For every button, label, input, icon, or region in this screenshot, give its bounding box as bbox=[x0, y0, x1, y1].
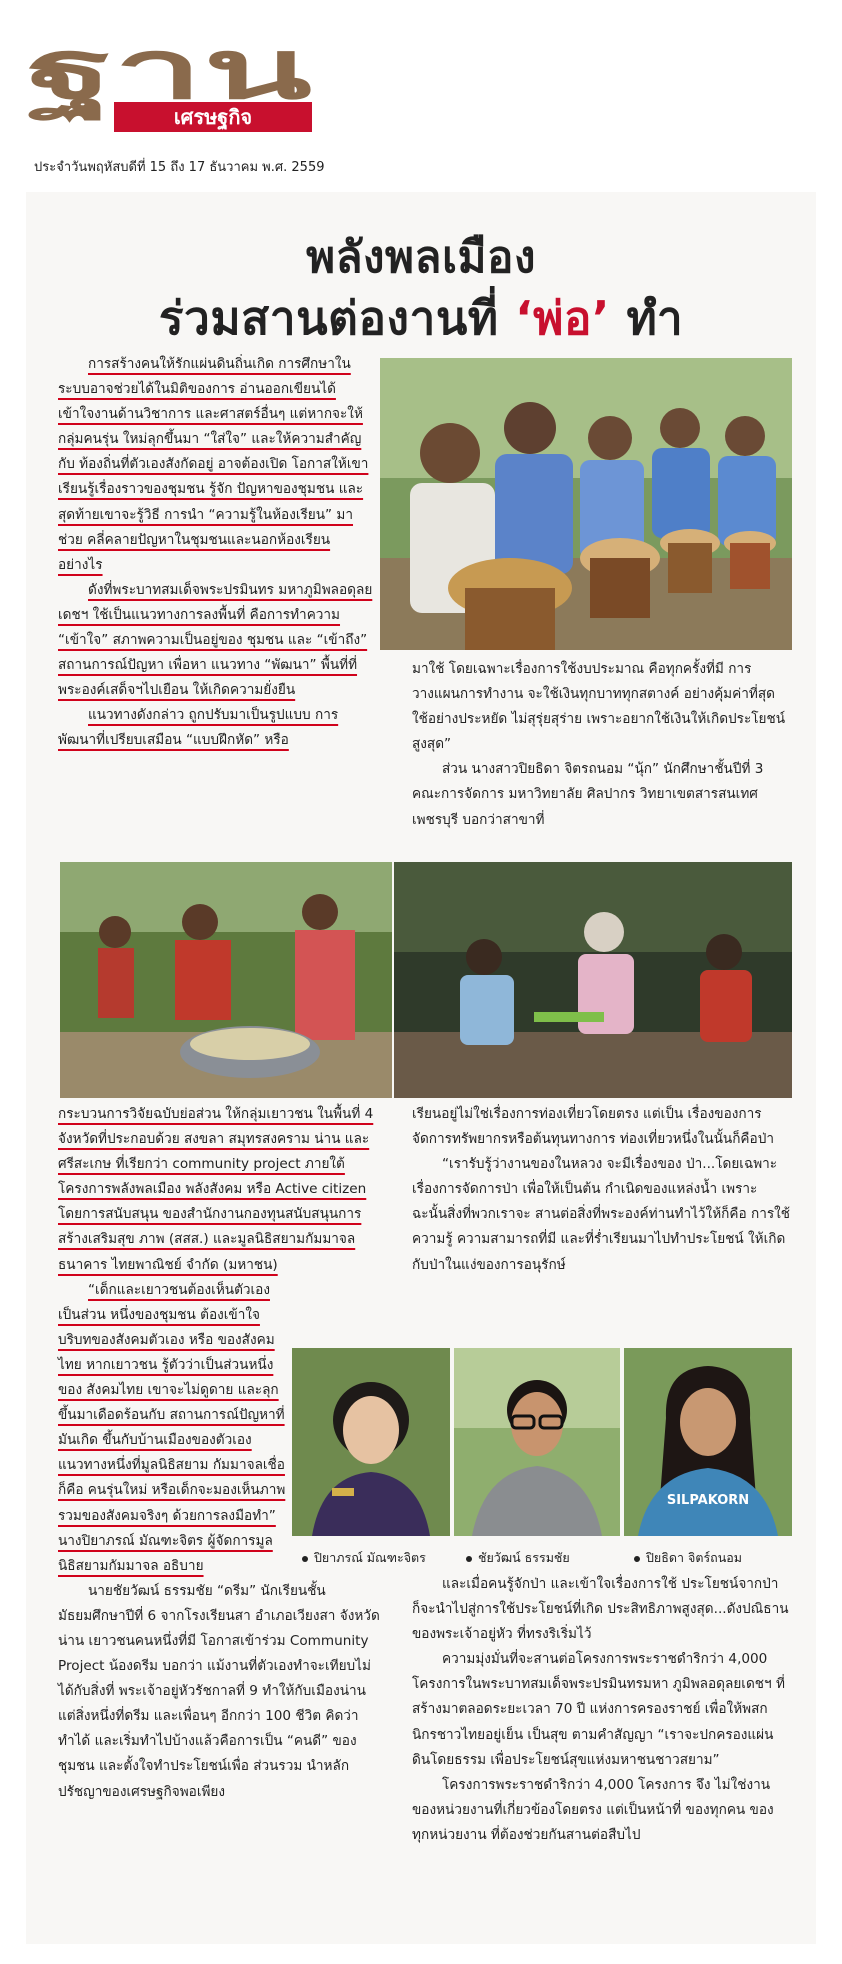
shirt-text: SILPAKORN bbox=[666, 1493, 750, 1508]
headline-line-2-post: ทำ bbox=[626, 291, 684, 345]
paragraph-king-approach: ดังที่พระบาทสมเด็จพระปรมินทร มหาภูมิพลอดุลยเดชฯ ใช้เป็นแนวทางการลงพื้นที่ คือการทำความ “เข้าใจ” สภาพความเป็นอยู่ของ ชุมชน และ “เข้าถึง” สถานการณ์ปัญหา เพื่อหา แนวทาง “พัฒนา” พื้นที่ที่พระองค์เสด็จฯไปเยือน ให้เกิดความยั่งยืน bbox=[58, 581, 373, 699]
caption-text: ชัยวัฒน์ ธรรมชัย bbox=[478, 1550, 570, 1565]
photo-weaving-with-elder bbox=[394, 862, 792, 1098]
article-col-lower-right bbox=[412, 1102, 790, 1278]
photo-children-drumming bbox=[380, 358, 792, 650]
logo-main-text: ฐาน bbox=[26, 34, 174, 118]
headline-line-2 bbox=[0, 282, 842, 355]
paragraph-forest-quote: “เรารับรู้ว่างานของในหลวง จะมีเรื่องของ ป่า...โดยเฉพาะเรื่องการจัดการป่า เพื่อให้เป็นต้น กำเนิดของแหล่งน้ำ เพราะฉะนั้นสิ่งที่พวกเราจะ สานต่อสิ่งที่พระองค์ท่านทำไว้ให้ก็คือ การใช้ความรู้ ความสามารถที่มี และที่ร่ำเรียนมาไปทำประโยชน์ ให้เกิดกับป่าในแง่ของการอนุรักษ์ bbox=[412, 1156, 790, 1273]
bullet-dot bbox=[302, 1556, 308, 1562]
newspaper-logo bbox=[26, 34, 318, 134]
paragraph-forest-use: และเมื่อคนรู้จักป่า และเข้าใจเรื่องการใช้ ประโยชน์จากป่า ก็จะนำไปสู่การใช้ประโยชน์ที่เกิด ประสิทธิภาพสูงสุด...ดังปณิธานของพระเจ้าอยู่หัว ที่ทรงริเริ่มไว้ bbox=[412, 1576, 789, 1643]
portrait-chaiwat bbox=[454, 1348, 620, 1536]
headline-quote-father: ‘พ่อ’ bbox=[515, 291, 611, 345]
paragraph-everyone-duty: โครงการพระราชดำริกว่า 4,000 โครงการ จึง ไม่ใช่งานของหน่วยงานที่เกี่ยวข้องโดยตรง แต่เป็นหน้าที่ ของทุกคน ของทุกหน่วยงาน ที่ต้องช่วยกันสานต่อสืบไป bbox=[412, 1776, 774, 1843]
headline-line-2-pre: ร่วมสานต่องานที่ bbox=[158, 291, 499, 345]
paragraph-research-process: กระบวนการวิจัยฉบับย่อส่วน ให้กลุ่มเยาวชน ในพื้นที่ 4 จังหวัดที่ประกอบด้วย สงขลา สมุทรสงคราม น่าน และศรีสะเกษ ที่เรียกว่า community project ภายใต้โครงการพลังพลเมือง พลังสังคม หรือ Active citizen โดยการสนับสนุน ของสำนักงานกองทุนสนับสนุนการสร้างเสริมสุข ภาพ (สสส.) และมูลนิธิสยามกัมมาจล ธนาคาร ไทยพาณิชย์ จำกัด (มหาชน) bbox=[58, 1106, 374, 1273]
paragraph-intro: การสร้างคนให้รักแผ่นดินถิ่นเกิด การศึกษาในระบบอาจช่วยได้ในมิติของการ อ่านออกเขียนได้ เข้าใจงานด้านวิชาการ และศาสตร์อื่นๆ แต่หากจะให้กลุ่มคนรุ่น ใหม่ลุกขึ้นมา “ใส่ใจ” และให้ความสำคัญกับ ท้องถิ่นที่ตัวเองสังกัดอยู่ อาจต้องเปิด โอกาสให้เขาเรียนรู้เรื่องราวของชุมชน รู้จัก ปัญหาของชุมชน และสุดท้ายเขาจะรู้วิธี การนำ “ความรู้ในห้องเรียน” มาช่วย คลี่คลายปัญหาในชุมชนและนอกห้องเรียน อย่างไร bbox=[58, 356, 369, 573]
article-col-top-left bbox=[58, 352, 376, 754]
photo-villagers-working bbox=[60, 862, 392, 1098]
publication-date: ประจำวันพฤหัสบดีที่ 15 ถึง 17 ธันวาคม พ.ศ. 2559 bbox=[34, 160, 325, 175]
caption-piyatida bbox=[634, 1548, 742, 1568]
article-col-bottom-right bbox=[412, 1572, 790, 1848]
paragraph-budget: มาใช้ โดยเฉพาะเรื่องการใช้งบประมาณ คือทุกครั้งที่มี การวางแผนการทำงาน จะใช้เงินทุกบาททุกสตางค์ อย่างคุ้มค่าที่สุด ใช้อย่างประหยัด ไม่สุรุ่ยสุร่าย เพราะอยากใช้เงินให้เกิดประโยชน์สูงสุด” bbox=[412, 661, 786, 753]
paragraph-dream: นายชัยวัฒน์ ธรรมชัย “ดรีม” นักเรียนชั้นมัธยมศึกษาปีที่ 6 จากโรงเรียนสา อำเภอเวียงสา จังหวัดน่าน เยาวชนคนหนึ่งที่มี โอกาสเข้าร่วม Community Project น้องดรีม บอกว่า แม้งานที่ตัวเองทำจะเทียบไม่ได้กับสิ่งที่ พระเจ้าอยู่หัวรัชกาลที่ 9 ทำให้กับเมืองน่าน แต่สิ่งหนึ่งที่ดรีม และเพื่อนๆ อีกกว่า 100 ชีวิต คิดว่าทำได้ และเริ่มทำไปบ้างแล้วคือการเป็น “คนดี” ของชุมชน และตั้งใจทำประโยชน์เพื่อ ส่วนรวม นำหลักปรัชญาของเศรษฐกิจพอเพียง bbox=[58, 1582, 380, 1800]
paragraph-nook-intro: ส่วน นางสาวปิยธิดา จิตรถนอม “นุ้ก” นักศึกษาชั้นปีที่ 3 คณะการจัดการ มหาวิทยาลัย ศิลปากร วิทยาเขตสารสนเทศเพชรบุรี บอกว่าสาขาที่ bbox=[412, 761, 764, 828]
logo-sub-text: เศรษฐกิจ bbox=[173, 105, 253, 129]
paragraph-forest-study: เรียนอยู่ไม่ใช่เรื่องการท่องเที่ยวโดยตรง แต่เป็น เรื่องของการจัดการทรัพยากรหรือต้นทุนทางการ ท่องเที่ยวหนึ่งในนั้นก็คือป่า bbox=[412, 1106, 774, 1148]
bullet-dot bbox=[466, 1556, 472, 1562]
paragraph-foundation-quote: “เด็กและเยาวชนต้องเห็นตัวเองเป็นส่วน หนึ่งของชุมชน ต้องเข้าใจ บริบทของสังคมตัวเอง หรือ ของสังคมไทย หากเยาวชน รู้ตัวว่าเป็นส่วนหนึ่งของ สังคมไทย เขาจะไม่ดูดาย และลุกขึ้นมาเดือดร้อนกับ สถานการณ์ปัญหาที่มันเกิด ขึ้นกับบ้านเมืองของตัวเอง แนวทางหนึ่งที่มูลนิธิสยาม กัมมาจลเชื่อก็คือ คนรุ่นใหม่ หรือเด็กจะมองเห็นภาพรวมของสังคมจริงๆ ด้วยการลงมือทำ” นางปิยาภรณ์ มัณฑะจิตร ผู้จัดการมูลนิธิสยามกัมมาจล อธิบาย bbox=[58, 1281, 286, 1574]
caption-text: ปิยธิดา จิตร์ถนอม bbox=[646, 1550, 743, 1565]
bullet-dot bbox=[634, 1556, 640, 1562]
paragraph-royal-projects: ความมุ่งมั่นที่จะสานต่อโครงการพระราชดำริกว่า 4,000 โครงการในพระบาทสมเด็จพระปรมินทรมหา ภูมิพลอดุลยเดชฯ ที่สร้างมาตลอดระยะเวลา 70 ปี แห่งการครองราชย์ เพื่อให้พสกนิกรชาวไทยอยู่เย็น เป็นสุข ตามคำสัญญา “เราจะปกครองแผ่นดินโดยธรรม เพื่อประโยชน์สุขแห่งมหาชนชาวสยาม” bbox=[412, 1651, 785, 1768]
caption-piyaporn bbox=[302, 1548, 426, 1568]
caption-text: ปิยาภรณ์ มัณฑะจิตร bbox=[314, 1550, 426, 1565]
article-col-top-right bbox=[412, 657, 790, 833]
paragraph-approach-adapted: แนวทางดังกล่าว ถูกปรับมาเป็นรูปแบบ การพัฒนาที่เปรียบเสมือน “แบบฝึกหัด” หรือ bbox=[58, 707, 339, 749]
portrait-piyatida bbox=[624, 1348, 792, 1536]
headline-line-1: พลังพลเมือง bbox=[306, 232, 536, 283]
caption-chaiwat bbox=[466, 1548, 570, 1568]
portrait-piyaporn bbox=[292, 1348, 450, 1536]
